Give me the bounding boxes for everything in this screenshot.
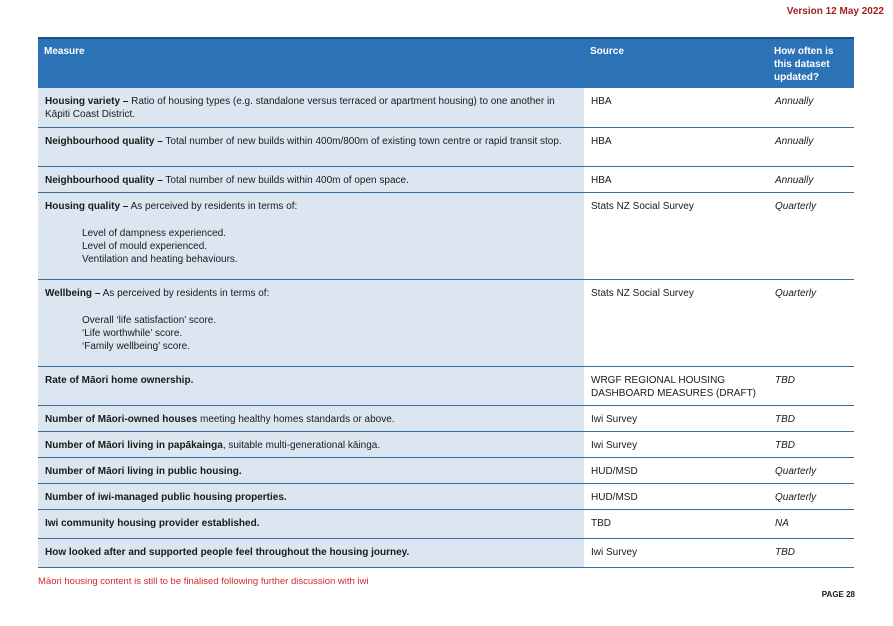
source-cell: Stats NZ Social Survey [584, 192, 768, 279]
measure-sub-item: Overall ‘life satisfaction’ score. [82, 314, 217, 326]
table-row [38, 366, 854, 405]
measure-description: Total number of new builds within 400m/800m of existing town centre or rapid transit stop. [162, 135, 562, 147]
measure-cell [38, 483, 584, 509]
measure-title: Number of iwi-managed public housing properties. [45, 491, 287, 503]
measure-cell [38, 366, 584, 405]
measure-description: As perceived by residents in terms of: [100, 287, 270, 299]
measure-cell [38, 538, 584, 567]
measure-cell [38, 405, 584, 431]
measure-title: Wellbeing – [45, 287, 101, 299]
measure-cell [38, 509, 584, 538]
measure-title: Housing quality – [45, 200, 129, 212]
header-measure: Measure [38, 38, 584, 88]
source-cell: HBA [584, 166, 768, 192]
measure-cell [38, 457, 584, 483]
table-row [38, 405, 854, 431]
frequency-cell: TBD [768, 366, 854, 405]
version-label: Version 12 May 2022 [786, 6, 884, 17]
table-row [38, 431, 854, 457]
source-cell: TBD [584, 509, 768, 538]
measure-sub-item: Level of dampness experienced. [82, 227, 226, 239]
measure-description: , suitable multi-generational kāinga. [222, 439, 381, 451]
table-row [38, 538, 854, 567]
measure-cell [38, 127, 584, 166]
source-cell: Iwi Survey [584, 405, 768, 431]
header-frequency: How often is this dataset updated? [768, 38, 854, 88]
measure-description: Ratio of housing types (e.g. standalone versus terraced or apartment housing) to one another in Kāpiti Coast District. [45, 96, 555, 120]
frequency-cell: Quarterly [768, 457, 854, 483]
source-cell: Iwi Survey [584, 538, 768, 567]
source-cell: Stats NZ Social Survey [584, 279, 768, 366]
measure-title: Rate of Māori home ownership. [45, 374, 194, 386]
table-row [38, 127, 854, 166]
frequency-cell: Quarterly [768, 483, 854, 509]
measure-cell [38, 431, 584, 457]
source-cell: Iwi Survey [584, 431, 768, 457]
measure-sub-item: ‘Family wellbeing’ score. [82, 340, 190, 352]
table-row [38, 483, 854, 509]
measure-title: Neighbourhood quality – [45, 135, 163, 147]
table-row [38, 509, 854, 538]
measure-title: Housing variety – [45, 96, 129, 107]
measure-title: Neighbourhood quality – [45, 174, 163, 186]
measure-sub-item: ‘Life worthwhile’ score. [82, 327, 183, 339]
table-row [38, 88, 854, 127]
table-row [38, 166, 854, 192]
measure-title: How looked after and supported people feel throughout the housing journey. [45, 546, 410, 558]
frequency-cell: Annually [768, 88, 854, 127]
measure-description: meeting healthy homes standards or above. [197, 413, 395, 425]
measure-title: Number of Māori living in public housing. [45, 465, 242, 477]
content-note: Māori housing content is still to be finalised following further discussion with iwi [38, 576, 369, 587]
measure-cell [38, 166, 584, 192]
source-cell: HBA [584, 127, 768, 166]
header-source: Source [584, 38, 768, 88]
measure-sub-item: Level of mould experienced. [82, 240, 208, 252]
measure-description: As perceived by residents in terms of: [128, 200, 298, 212]
frequency-cell: Quarterly [768, 192, 854, 279]
measure-sub-item: Ventilation and heating behaviours. [82, 253, 238, 265]
frequency-cell: TBD [768, 538, 854, 567]
source-cell: HBA [584, 88, 768, 127]
source-cell: HUD/MSD [584, 483, 768, 509]
frequency-cell: TBD [768, 405, 854, 431]
page-number: PAGE 28 [821, 590, 855, 599]
measure-cell [38, 279, 584, 366]
frequency-cell: TBD [768, 431, 854, 457]
measure-title: Iwi community housing provider established. [45, 517, 260, 529]
table-header-row [38, 38, 854, 88]
measure-title: Number of Māori living in papākainga [45, 439, 223, 451]
table-row [38, 192, 854, 279]
measure-description: Total number of new builds within 400m of open space. [162, 174, 409, 186]
table-row [38, 457, 854, 483]
table-row [38, 279, 854, 366]
measure-title: Number of Māori-owned houses [45, 413, 198, 425]
source-cell: HUD/MSD [584, 457, 768, 483]
frequency-cell: NA [768, 509, 854, 538]
frequency-cell: Annually [768, 127, 854, 166]
frequency-cell: Quarterly [768, 279, 854, 366]
measures-table [38, 37, 854, 568]
measure-cell [38, 88, 584, 127]
frequency-cell: Annually [768, 166, 854, 192]
source-cell: WRGF REGIONAL HOUSING DASHBOARD MEASURES (DRAFT) [584, 366, 768, 405]
measure-cell [38, 192, 584, 279]
